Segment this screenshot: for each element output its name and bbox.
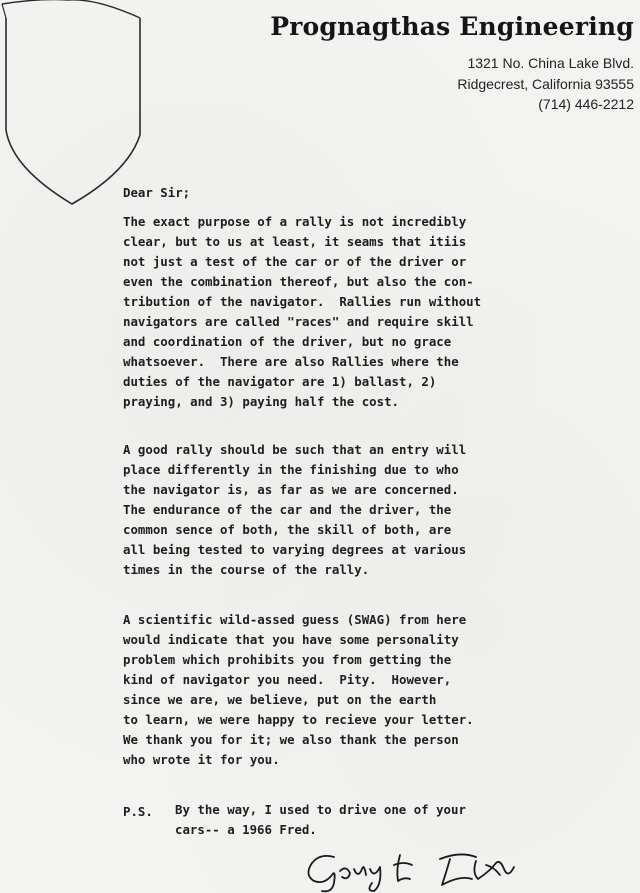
- text-line: even the combination thereof, but also the con-: [123, 274, 474, 289]
- text-line: the navigator is, as far as we are concerned.: [123, 482, 459, 497]
- salutation: Dear Sir;: [123, 185, 191, 200]
- text-line: clear, but to us at least, it seams that itiis: [123, 234, 467, 249]
- postscript-label: P.S.: [123, 804, 153, 819]
- text-line: and coordination of the driver, but no grace: [123, 334, 452, 349]
- text-line: By the way, I used to drive one of your: [175, 802, 466, 817]
- paragraph-3: [123, 610, 543, 770]
- text-line: kind of navigator you need. Pity. However,: [123, 672, 452, 687]
- text-line: not just a test of the car or of the driver or: [123, 254, 467, 269]
- text-line: navigators are called "races" and require skill: [123, 314, 474, 329]
- text-line: all being tested to varying degrees at various: [123, 542, 467, 557]
- text-line: The endurance of the car and the driver, the: [123, 502, 452, 517]
- text-line: problem which prohibits you from getting the: [123, 652, 452, 667]
- text-line: since we are, we believe, put on the earth: [123, 692, 437, 707]
- text-line: place differently in the finishing due to who: [123, 462, 459, 477]
- text-line: tribution of the navigator. Rallies run without: [123, 294, 482, 309]
- company-name: Prognagthas Engineering: [270, 12, 634, 41]
- text-line: duties of the navigator are 1) ballast, 2): [123, 374, 437, 389]
- text-line: common sence of both, the skill of both, are: [123, 522, 452, 537]
- text-line: times in the course of the rally.: [123, 562, 370, 577]
- shield-crest-icon: [0, 0, 145, 205]
- text-line: A good rally should be such that an entry will: [123, 442, 467, 457]
- paragraph-2: [123, 440, 543, 580]
- handwritten-signature: [300, 845, 525, 893]
- address-street: 1321 No. China Lake Blvd.: [467, 55, 634, 71]
- text-line: praying, and 3) paying half the cost.: [123, 394, 400, 409]
- text-line: who wrote it for you.: [123, 752, 280, 767]
- text-line: We thank you for it; we also thank the person: [123, 732, 459, 747]
- text-line: whatsoever. There are also Rallies where the: [123, 354, 459, 369]
- address-city: Ridgecrest, California 93555: [457, 76, 634, 92]
- phone-number: (714) 446-2212: [538, 96, 634, 112]
- postscript-text: [175, 800, 466, 840]
- text-line: A scientific wild-assed guess (SWAG) from here: [123, 612, 467, 627]
- text-line: cars-- a 1966 Fred.: [175, 822, 317, 837]
- text-line: would indicate that you have some personality: [123, 632, 459, 647]
- text-line: to learn, we were happy to recieve your letter.: [123, 712, 474, 727]
- paragraph-1: [123, 212, 543, 412]
- text-line: The exact purpose of a rally is not incredibly: [123, 214, 467, 229]
